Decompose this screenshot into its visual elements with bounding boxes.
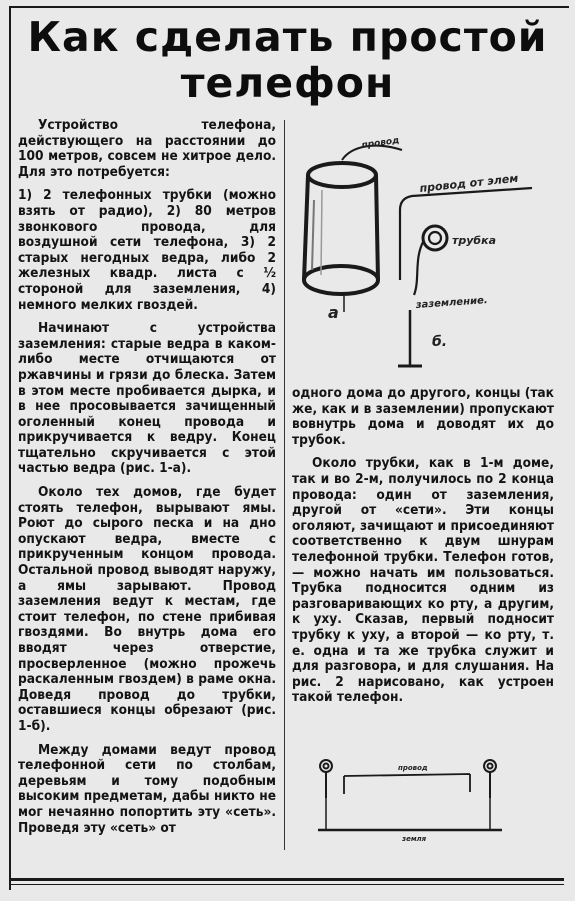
paragraph-grounding: Начинают с устройства заземления: старые ведра в каком-либо месте отчищаются от ржавчины и грязи до блеска. Затем в этом месте пробивается дырка, и в нее просовывается зачищенный оголенный конец провода и прикручивается к ведру. Конец тщательно скручивается с этой частью ведра (рис. 1-а).	[18, 320, 276, 477]
label-wire: провод	[361, 135, 401, 151]
article-headline: Как сделать простой телефон	[27, 13, 548, 107]
paragraph-pits: Около тех домов, где будет стоять телефон, вырывают ямы. Роют до сырого песка и на дно опускают ведра, вместе с прикрученным концом провода. Остальной провод выводят наружу, а ямы зарывают. Провод заземления ведут к местам, где стоит телефон, по стене прибивая гвоздями. Во внутрь дома его вводят через отверстие, просверленное (можно прожечь раскаленным гвоздем) в раме окна. Доведя провод до трубки, оставшиеся концы обрезают (рис. 1-б).	[18, 484, 276, 734]
figure-2-drawing	[310, 746, 510, 846]
paragraph-materials-list: 1) 2 телефонных трубки (можно взять от радио), 2) 80 метров звонкового провода, для воздушной сети телефона, 3) 2 старых негодных ведра, либо 2 железных квадр. листа с ½ стороной для заземления, 4) немного мелких гвоздей.	[18, 187, 276, 313]
paragraph-network: Между домами ведут провод телефонной сети по столбам, деревьям и тому подобным высоким предметам, дабы никто не мог нечаянно попортить эту «сеть». Проведя эту «сеть» от	[18, 741, 276, 836]
left-column	[18, 118, 276, 844]
column-divider	[284, 120, 285, 850]
right-column	[292, 386, 554, 714]
label-a: а	[328, 303, 339, 322]
label-fig2-ground: земля	[402, 835, 427, 843]
label-receiver: трубка	[452, 234, 496, 247]
label-b: б.	[432, 334, 448, 350]
bottom-rule	[9, 878, 564, 881]
left-border-rule	[9, 6, 11, 890]
label-ground: заземление.	[415, 295, 488, 311]
paragraph-assembly: Около трубки, как в 1-м доме, так и во 2-м, получилось по 2 конца провода: один от заземления, другой от «сети». Эти концы оголяют, зачищают и присоединяют соответственно к двум шнурам телефонной трубки. Телефон готов, — можно начать им пользоваться. Трубка подносится одним из разговаривающих ко рту, а другим, к уху. Сказав, первый подносит трубку к уху, а второй — ко рту, т. е. одна и та же трубка служит и для разговора, и для слушания. На рис. 2 нарисовано, как устроен такой телефон.	[292, 455, 554, 706]
receiver-illustration	[398, 188, 532, 366]
label-fig2-wire: провод	[398, 764, 428, 772]
bucket-illustration	[304, 146, 402, 312]
paragraph-network-continued: одного дома до другого, концы (так же, как и в заземлении) пропускают вовнутрь дома и доводят их до трубок.	[292, 385, 554, 448]
figure-1-drawing	[292, 130, 554, 382]
top-rule	[9, 6, 569, 8]
label-net-wire: провод от элем	[418, 171, 519, 195]
paragraph-intro: Устройство телефона, действующего на расстоянии до 100 метров, совсем не хитрое дело. Для это потребуется:	[18, 117, 276, 180]
bottom-rule-thin	[9, 884, 564, 885]
